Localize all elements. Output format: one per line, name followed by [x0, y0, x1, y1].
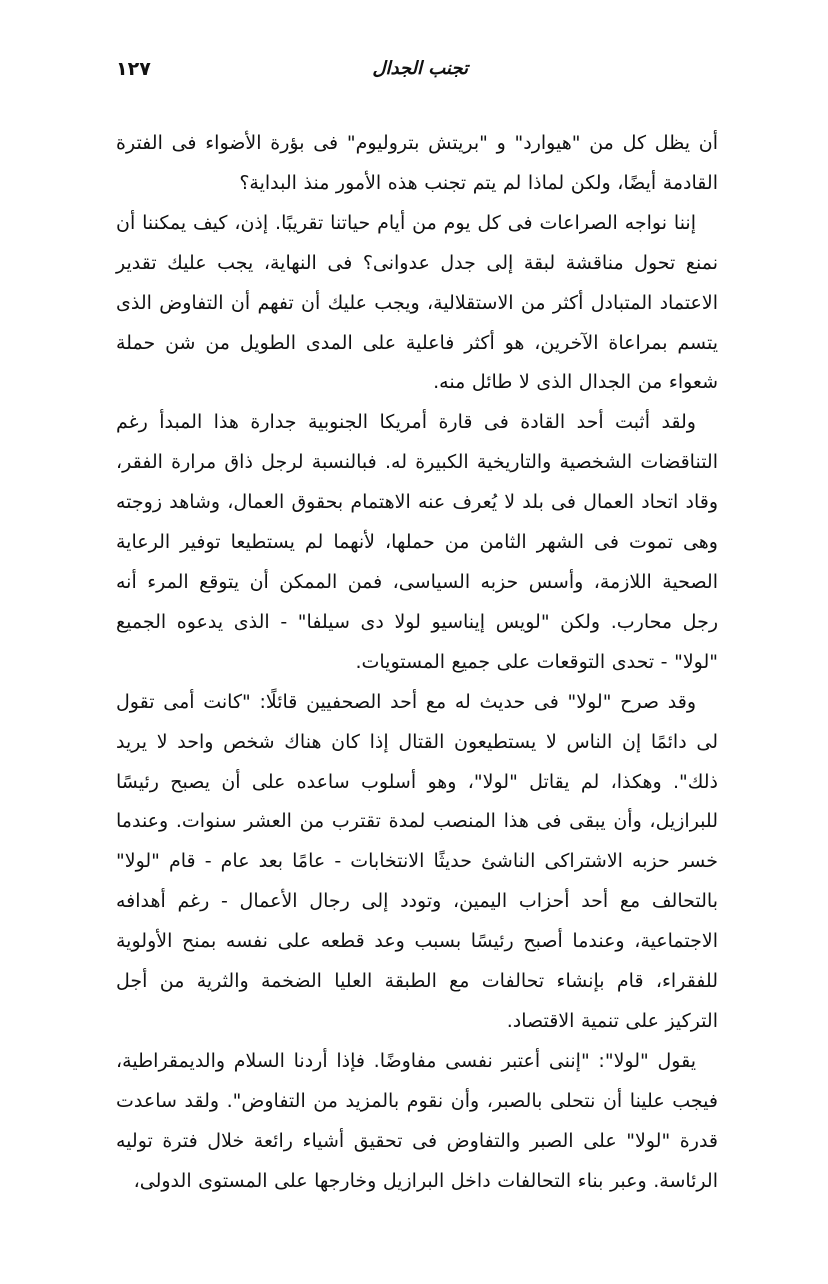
paragraph: وقد صرح "لولا" فى حديث له مع أحد الصحفيين قائلًا: "كانت أمى تقول لى دائمًا إن الناس لا يستطيعون القتال إذا كان هناك شخص واحد لا يريد ذلك". وهكذا، لم يقاتل "لولا"، وهو أسلوب ساعده على أن يصبح رئيسًا للبرازيل، وأن يبقى فى هذا المنصب لمدة تقترب من العشر سنوات. وعندما خسر حزبه الاشتراكى الناشئ حديثًا الانتخابات - عامًا بعد عام - قام "لولا" بالتحالف مع أحد أحزاب اليمين، وتودد إلى رجال الأعمال - رغم أهدافه الاجتماعية، وعندما أصبح رئيسًا بسبب وعد قطعه على نفسه بمنح الأولوية للفقراء، قام بإنشاء تحالفات مع الطبقة العليا الضخمة والثرية من أجل التركيز على تنمية الاقتصاد.	[116, 690, 718, 1032]
running-header	[116, 58, 718, 90]
paragraph: ولقد أثبت أحد القادة فى قارة أمريكا الجنوبية جدارة هذا المبدأ رغم التناقضات الشخصية والتاريخية الكبيرة له. فبالنسبة لرجل ذاق مرارة الفقر، وقاد اتحاد العمال فى بلد لا يُعرف عنه الاهتمام بحقوق العمال، وشاهد زوجته وهى تموت فى الشهر الثامن من حملها، لأنهما لم يستطيعا توفير الرعاية الصحية اللازمة، وأسس حزبه السياسى، فمن الممكن أن يتوقع المرء أنه رجل محارب. ولكن "لويس إيناسيو لولا دى سيلفا" - الذى يدعوه الجميع "لولا" - تحدى التوقعات على جميع المستويات.	[116, 411, 718, 673]
paragraph: إننا نواجه الصراعات فى كل يوم من أيام حياتنا تقريبًا. إذن، كيف يمكننا أن نمنع تحول مناقشة لبقة إلى جدل عدوانى؟ فى النهاية، يجب عليك تقدير الاعتماد المتبادل أكثر من الاستقلالية، ويجب عليك أن تفهم أن التفاوض الذى يتسم بمراعاة الآخرين، هو أكثر فاعلية على المدى الطويل من شن حملة شعواء من الجدال الذى لا طائل منه.	[116, 211, 718, 394]
paragraph: يقول "لولا": "إننى أعتبر نفسى مفاوضًا. فإذا أردنا السلام والديمقراطية، فيجب علينا أن نتحلى بالصبر، وأن نقوم بالمزيد من التفاوض". ولقد ساعدت قدرة "لولا" على الصبر والتفاوض فى تحقيق أشياء رائعة خلال فترة توليه الرئاسة. وعبر بناء التحالفات داخل البرازيل وخارجها على المستوى الدولى،	[116, 1049, 718, 1192]
page-number: ١٢٧	[116, 58, 151, 80]
paragraph: أن يظل كل من "هيوارد" و "بريتش بتروليوم" فى بؤرة الأضواء فى الفترة القادمة أيضًا، ولكن لماذا لم يتم تجنب هذه الأمور منذ البداية؟	[116, 132, 718, 194]
body-text	[116, 124, 718, 1201]
chapter-title: تجنب الجدال	[372, 58, 468, 79]
